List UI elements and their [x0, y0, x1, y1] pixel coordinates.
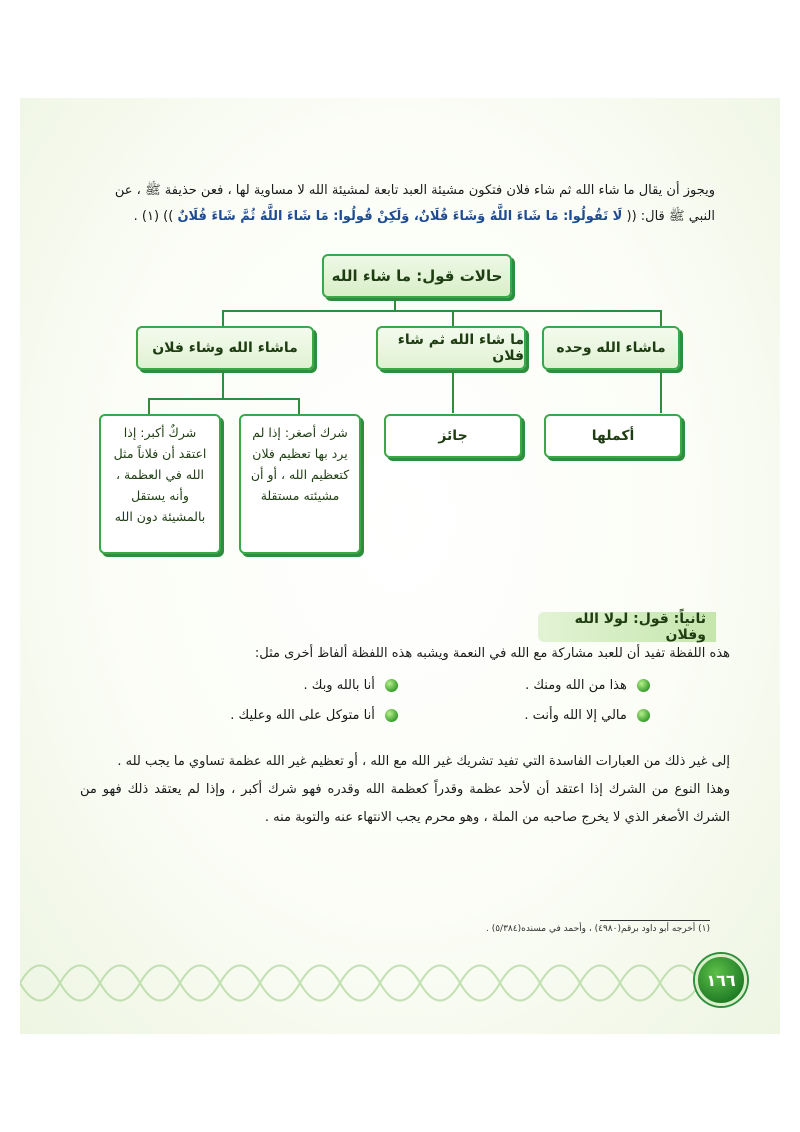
bullet-text: مالي إلا الله وأنت . [524, 708, 627, 723]
bullet-item [524, 708, 650, 723]
body-paragraph-2: وهذا النوع من الشرك إذا اعتقد أن لأحد عظمة وقدراً كعظمة الله وقدره فهو شرك أكبر ، وإذا لم يعتقد ذلك فهو من الشرك الأصغر الذي لا يخرج صاحبه من الملة ، وهو محرم يجب الانتهاء عنه والتوبة منه . [80, 782, 730, 825]
node-allah-then-person: ما شاء الله ثم شاء فلان [376, 326, 526, 370]
bullet-icon [385, 709, 398, 722]
body-text [80, 748, 730, 832]
connector [660, 371, 662, 413]
bullet-text: هذا من الله ومنك . [525, 678, 627, 693]
page-number-badge: ١٦٦ [695, 954, 747, 1006]
intro-paragraph [90, 178, 715, 230]
bullet-item [303, 678, 398, 693]
node-allah-alone: ماشاء الله وحده [542, 326, 680, 370]
intro-suffix: )) (١) . [133, 209, 174, 224]
bullet-item [525, 678, 650, 693]
intro-line-1: ويجوز أن يقال ما شاء الله ثم شاء فلان فتكون مشيئة العبد تابعة لمشيئة الله لا مساوية لها ، فعن حذيفة ﷺ ، عن [114, 183, 715, 198]
hadith-quote: لَا تَقُولُوا: مَا شَاءَ اللَّهُ وَشَاءَ فُلَانٌ، وَلَكِنْ قُولُوا: مَا شَاءَ اللَّهُ ثُمَّ شَاءَ فُلَانٌ [177, 209, 623, 224]
node-permissible: جائز [384, 414, 522, 458]
bullet-item [230, 708, 398, 723]
node-allah-and-person: ماشاء الله وشاء فلان [136, 326, 314, 370]
node-major-shirk: شركٌ أكبر: إذا اعتقد أن فلاناً مثل الله في العظمة ، وأنه يستقل بالمشيئة دون الله [99, 414, 221, 554]
ornament-border [20, 948, 700, 1018]
connector [222, 371, 224, 399]
body-paragraph-1: إلى غير ذلك من العبارات الفاسدة التي تفيد تشريك غير الله مع الله ، أو تعظيم غير الله عظمة تساوي ما يجب لله . [117, 754, 730, 769]
node-most-complete: أكملها [544, 414, 682, 458]
page [20, 98, 780, 1034]
section-intro: هذه اللفظة تفيد أن للعبد مشاركة مع الله في النعمة ويشبه هذه اللفظة ألفاظ أخرى مثل: [254, 646, 730, 661]
connector [452, 371, 454, 413]
bullet-text: أنا متوكل على الله وعليك . [230, 708, 375, 723]
bullet-icon [385, 679, 398, 692]
connector [298, 398, 300, 414]
connector [148, 398, 300, 400]
connector [222, 310, 662, 312]
footnote-rule [600, 920, 710, 921]
section-title: ثانياً: قول: لولا الله وفلان [538, 612, 716, 642]
intro-prefix: النبي ﷺ قال: (( [626, 209, 715, 224]
intro-line-2 [90, 204, 715, 230]
connector [394, 296, 396, 311]
bullet-icon [637, 709, 650, 722]
footnote: (١) أخرجه أبو داود برقم(٤٩٨٠) ، وأحمد في مسنده(٥/٣٨٤) . [485, 924, 710, 934]
diagram-root: حالات قول: ما شاء الله [322, 254, 512, 298]
bullet-icon [637, 679, 650, 692]
connector [148, 398, 150, 414]
bullet-text: أنا بالله وبك . [303, 678, 375, 693]
node-minor-shirk: شرك أصغر: إذا لم يرد بها تعظيم فلان كتعظيم الله ، أو أن مشيئته مستقلة [239, 414, 361, 554]
